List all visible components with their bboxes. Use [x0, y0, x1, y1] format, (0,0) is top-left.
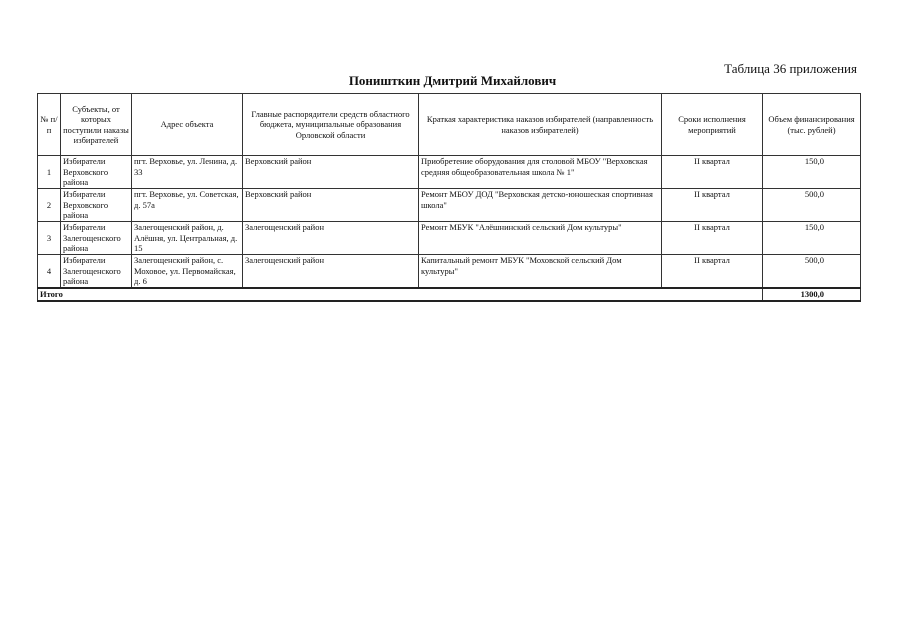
table-row [38, 255, 861, 289]
row-subjects: Избиратели Залегощенского района [61, 222, 132, 255]
row-managers: Верховский район [243, 189, 419, 222]
table-row [38, 156, 861, 189]
row-funding: 500,0 [763, 255, 861, 289]
row-managers: Залегощенский район [243, 255, 419, 289]
row-funding: 150,0 [763, 222, 861, 255]
row-deadline: II квартал [662, 222, 763, 255]
table-row [38, 189, 861, 222]
row-address: Залегощенский район, д. Алёшня, ул. Центральная, д. 15 [132, 222, 243, 255]
header-funding: Объем финансирования (тыс. рублей) [763, 94, 861, 156]
row-description: Приобретение оборудования для столовой МБОУ "Верховская средняя общеобразовательная школа № 1" [419, 156, 662, 189]
header-address: Адрес объекта [132, 94, 243, 156]
total-label: Итого [38, 288, 763, 301]
row-funding: 150,0 [763, 156, 861, 189]
row-funding: 500,0 [763, 189, 861, 222]
row-deadline: II квартал [662, 189, 763, 222]
header-subjects: Субъекты, от которых поступили наказы избирателей [61, 94, 132, 156]
header-row [38, 94, 861, 156]
row-address: пгт. Верховье, ул. Ленина, д. 33 [132, 156, 243, 189]
row-description: Капитальный ремонт МБУК "Моховской сельский Дом культуры" [419, 255, 662, 289]
header-deadline: Сроки исполнения мероприятий [662, 94, 763, 156]
row-address: пгт. Верховье, ул. Советская, д. 57а [132, 189, 243, 222]
row-address: Залегощенский район, с. Моховое, ул. Первомайская, д. 6 [132, 255, 243, 289]
row-num: 4 [38, 255, 61, 289]
row-num: 2 [38, 189, 61, 222]
table-row [38, 222, 861, 255]
row-num: 1 [38, 156, 61, 189]
row-subjects: Избиратели Верховского района [61, 189, 132, 222]
header-managers: Главные распорядители средств областного бюджета, муниципальные образования Орловской области [243, 94, 419, 156]
row-deadline: II квартал [662, 156, 763, 189]
total-row [38, 288, 861, 301]
row-deadline: II квартал [662, 255, 763, 289]
row-description: Ремонт МБУК "Алёшнинский сельский Дом культуры" [419, 222, 662, 255]
orders-table [37, 93, 861, 302]
row-managers: Залегощенский район [243, 222, 419, 255]
row-subjects: Избиратели Залегощенского района [61, 255, 132, 289]
row-subjects: Избиратели Верховского района [61, 156, 132, 189]
row-description: Ремонт МБОУ ДОД "Верховская детско-юношеская спортивная школа" [419, 189, 662, 222]
row-managers: Верховский район [243, 156, 419, 189]
appendix-label: Таблица 36 приложения [724, 61, 857, 76]
page-title: Поништкин Дмитрий Михайлович [348, 73, 557, 88]
header-num: № п/п [38, 94, 61, 156]
total-value: 1300,0 [763, 288, 861, 301]
row-num: 3 [38, 222, 61, 255]
header-description: Краткая характеристика наказов избирателей (направленность наказов избирателей) [419, 94, 662, 156]
